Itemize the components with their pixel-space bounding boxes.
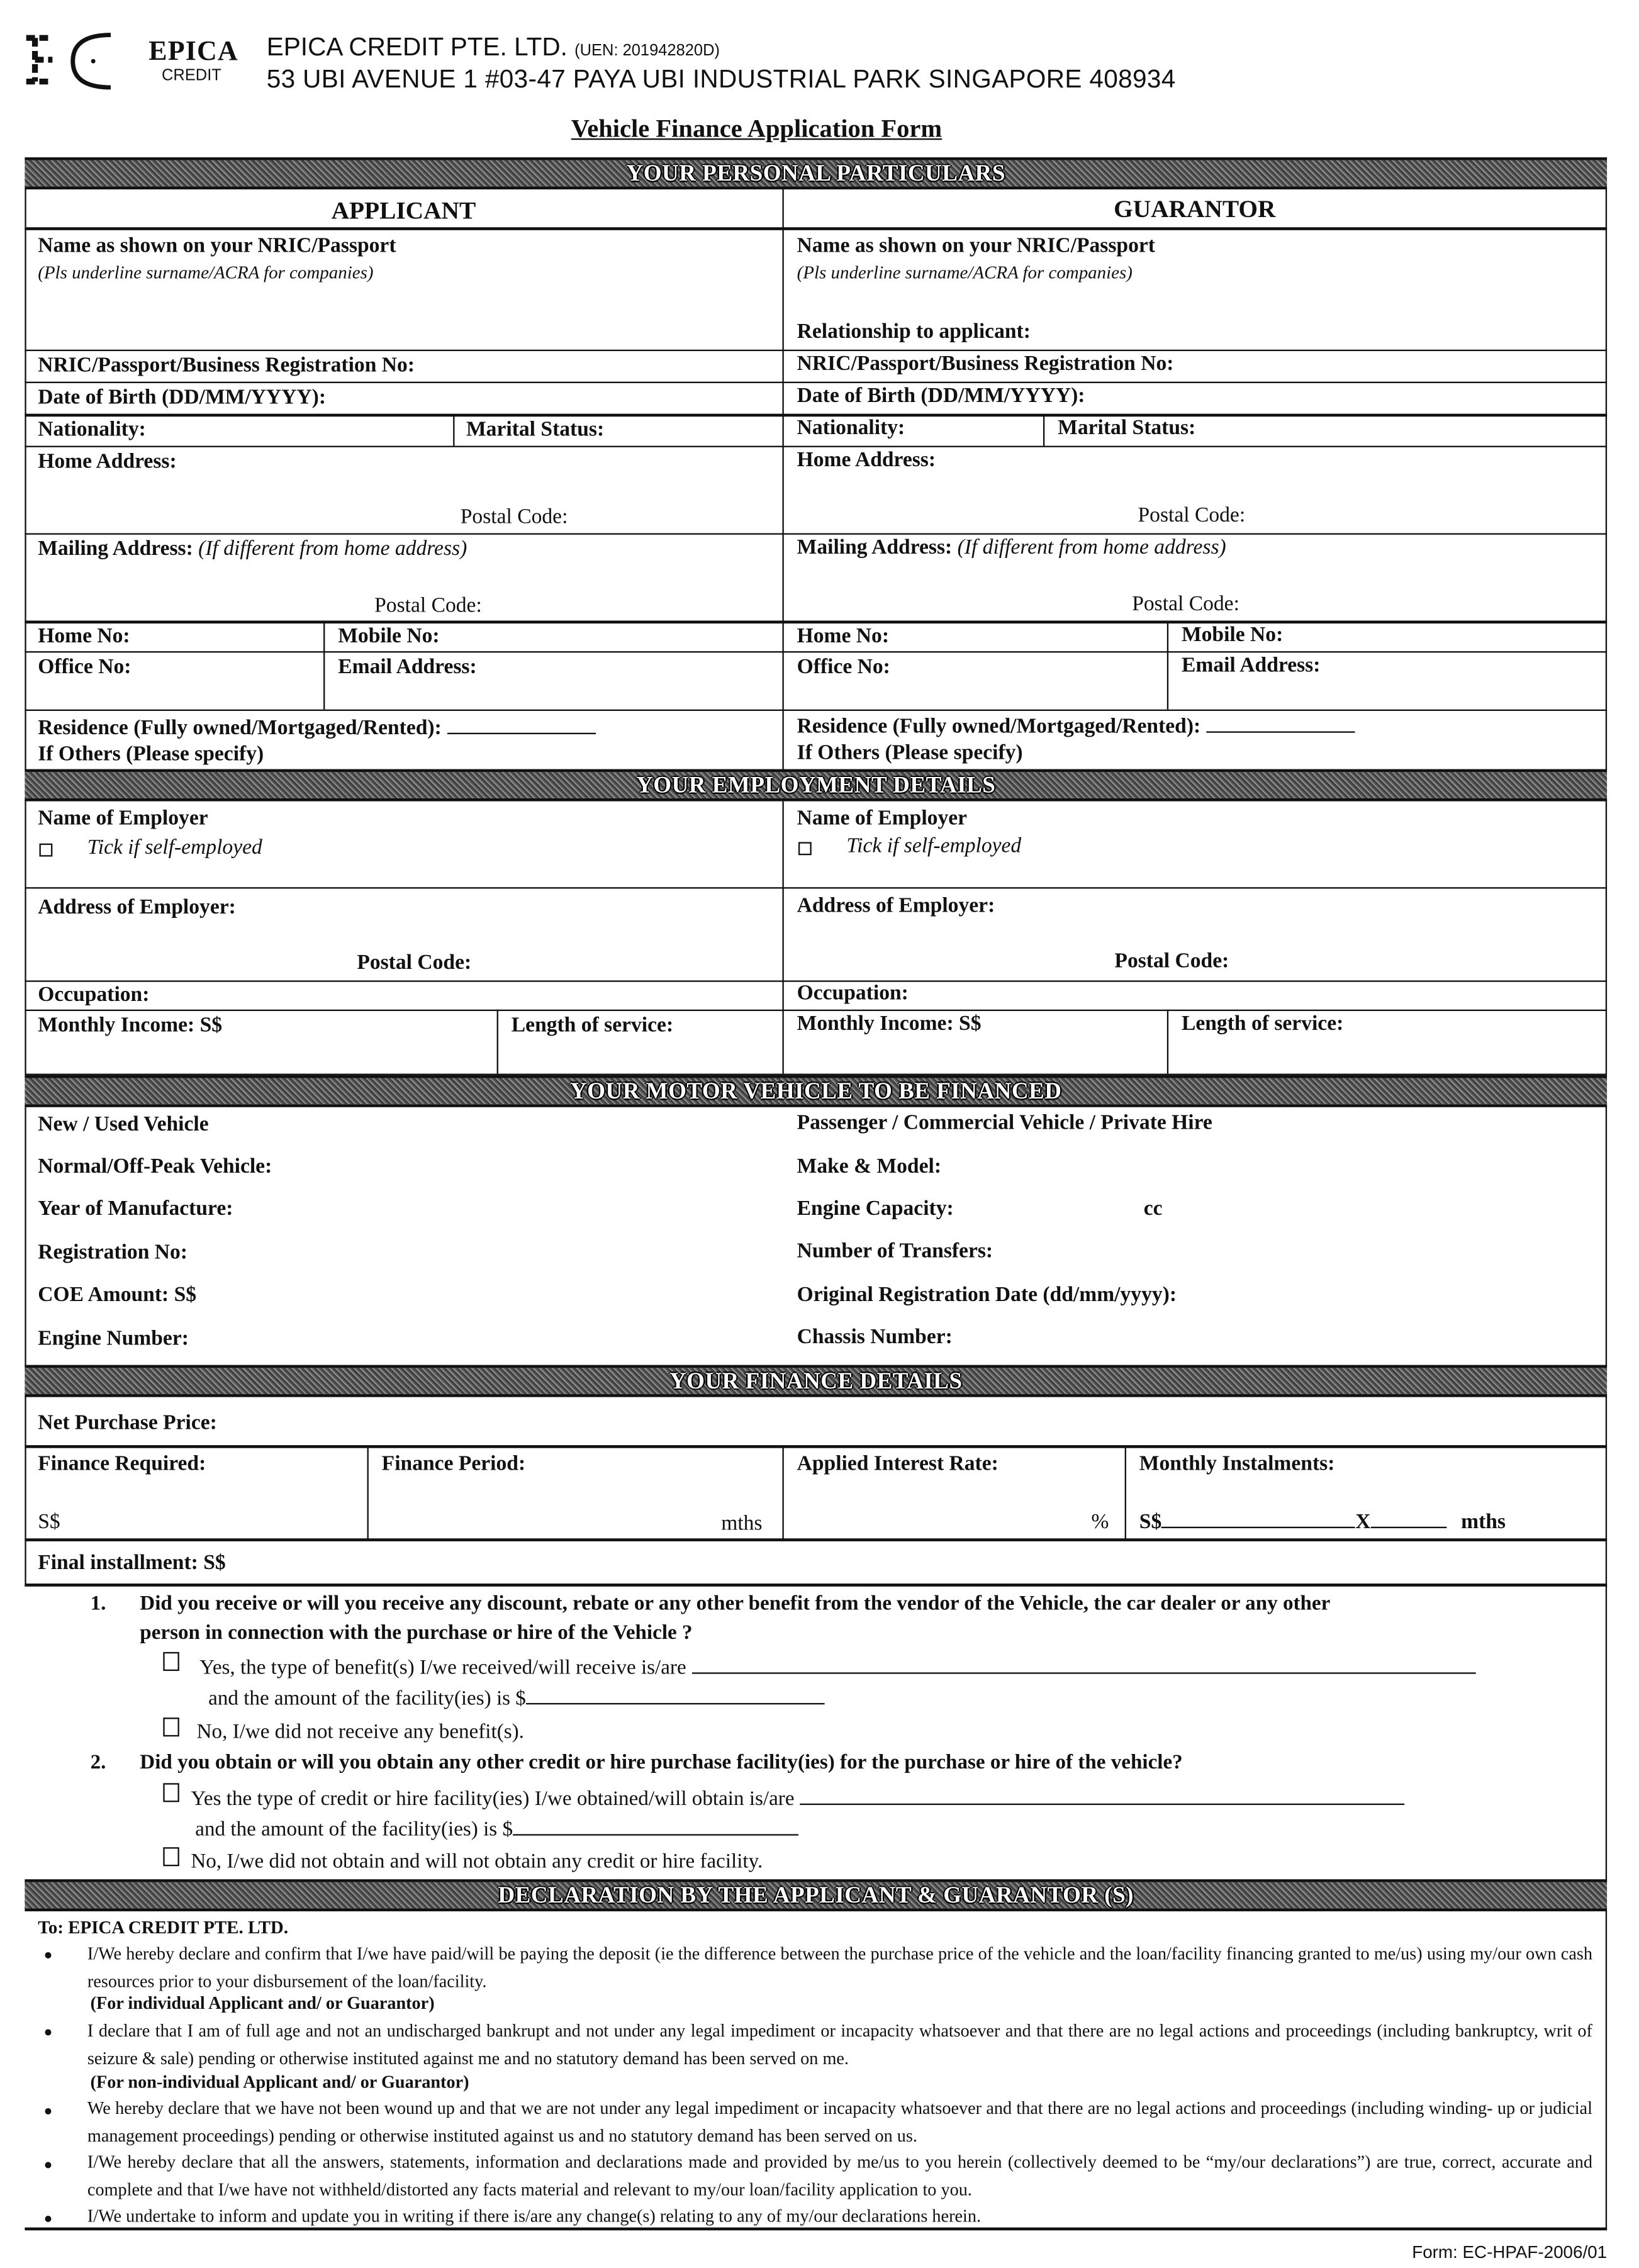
applicant-residence-label[interactable] — [38, 715, 595, 742]
residence-label: Residence (Fully owned/Mortgaged/Rented): — [797, 715, 1201, 739]
question-2-number: 2. — [90, 1751, 106, 1775]
applicant-mailing-postal-label[interactable]: Postal Code: — [374, 594, 482, 618]
question-2-line1: Did you obtain or will you obtain any other credit or hire purchase facility(ies) for the purchase or hire of the vehicle? — [140, 1751, 1183, 1775]
question-2-yes-checkbox[interactable] — [163, 1783, 179, 1802]
guarantor-nationality-label[interactable]: Nationality: — [797, 416, 905, 440]
guarantor-service-label[interactable]: Length of service: — [1181, 1012, 1344, 1036]
divider — [497, 1010, 498, 1074]
form-code: Form: EC-HPAF-2006/01 — [1412, 2242, 1608, 2263]
divider — [25, 651, 1607, 652]
vehicle-coe-amount[interactable]: COE Amount: S$ — [38, 1283, 197, 1307]
residence-blank[interactable] — [1206, 714, 1355, 733]
facility-type-blank[interactable] — [800, 1786, 1404, 1805]
applicant-heading: APPLICANT — [331, 196, 476, 225]
guarantor-mailing-postal-label[interactable]: Postal Code: — [1132, 593, 1239, 617]
vehicle-registration-no[interactable]: Registration No: — [38, 1241, 188, 1265]
guarantor-heading: GUARANTOR — [1114, 195, 1276, 223]
interest-rate-label[interactable]: Applied Interest Rate: — [797, 1452, 999, 1476]
question-1-line2: person in connection with the purchase or hire of the Vehicle ? — [140, 1621, 693, 1645]
question-2-yes — [191, 1786, 1404, 1813]
vehicle-off-peak[interactable]: Normal/Off-Peak Vehicle: — [38, 1155, 272, 1179]
applicant-self-employed-label: Tick if self-employed — [87, 836, 262, 860]
bullet-icon: ● — [43, 2103, 53, 2120]
guarantor-self-employed-label: Tick if self-employed — [846, 834, 1022, 858]
instalments-currency: S$ — [1139, 1511, 1162, 1534]
column-divider — [782, 189, 783, 769]
vehicle-original-registration-date[interactable]: Original Registration Date (dd/mm/yyyy): — [797, 1283, 1177, 1307]
divider — [367, 1446, 369, 1539]
relationship-label[interactable]: Relationship to applicant: — [797, 320, 1031, 344]
divider — [25, 533, 1607, 535]
divider — [25, 620, 1607, 623]
applicant-self-employed-checkbox[interactable] — [40, 844, 53, 857]
applicant-mobile-no-label[interactable]: Mobile No: — [338, 625, 440, 649]
declaration-bullet-1: I/We hereby declare and confirm that I/we have paid/will be paying the deposit (ie the difference between the purchase price of the vehicle and the loan/facility financing granted to me/us) using my/our own cash resources prior to your disbursement of the loan/facility. — [87, 1943, 1592, 1992]
applicant-employer-address-label[interactable]: Address of Employer: — [38, 896, 236, 920]
guarantor-home-no-label[interactable]: Home No: — [797, 625, 890, 649]
guarantor-mobile-no-label[interactable]: Mobile No: — [1181, 623, 1284, 647]
bullet-icon: ● — [43, 2211, 53, 2228]
finance-period-unit: mths — [721, 1512, 763, 1536]
interest-rate-unit: % — [1091, 1511, 1109, 1534]
vehicle-transfers[interactable]: Number of Transfers: — [797, 1239, 993, 1263]
facility-amount-blank[interactable] — [513, 1817, 798, 1836]
declaration-bullet-4: I/We hereby declare that all the answers, statements, information and declarations made and provided by me/us to you herein (collectively deemed to be “my/our declarations”) are true, correct, accurate and complete and that I/we have not withheld/distorted any facts material and relevant to my/our loan/facility application to you. — [87, 2152, 1592, 2200]
divider — [1125, 1446, 1126, 1539]
divider — [25, 446, 1607, 447]
finance-period-label[interactable]: Finance Period: — [381, 1452, 526, 1476]
bullet-icon: ● — [43, 1947, 53, 1964]
net-purchase-price-label[interactable]: Net Purchase Price: — [38, 1411, 217, 1435]
question-1-line1: Did you receive or will you receive any discount, rebate or any other benefit from the vendor of the Vehicle, the car dealer or any other — [140, 1592, 1331, 1616]
divider — [25, 1584, 1607, 1587]
amount-label: and the amount of the facility(ies) is $ — [195, 1818, 513, 1841]
logo-mark-icon — [20, 26, 143, 96]
guarantor-nric-label[interactable]: NRIC/Passport/Business Registration No: — [797, 352, 1174, 376]
applicant-nric-label[interactable]: NRIC/Passport/Business Registration No: — [38, 354, 415, 377]
divider — [323, 622, 325, 710]
non-individual-heading: (For non-individual Applicant and/ or Guarantor) — [90, 2071, 469, 2092]
logo-name: EPICA — [148, 36, 238, 67]
applicant-employer-postal-label[interactable]: Postal Code: — [357, 951, 472, 975]
question-1-yes-checkbox[interactable] — [163, 1652, 179, 1671]
residence-blank[interactable] — [447, 715, 595, 734]
question-1-no-checkbox[interactable] — [163, 1718, 179, 1736]
vehicle-year[interactable]: Year of Manufacture: — [38, 1197, 233, 1221]
applicant-dob-label[interactable]: Date of Birth (DD/MM/YYYY): — [38, 386, 327, 410]
bullet-icon: ● — [43, 2025, 53, 2042]
guarantor-email-label[interactable]: Email Address: — [1181, 654, 1321, 678]
divider — [25, 350, 1607, 351]
guarantor-dob-label[interactable]: Date of Birth (DD/MM/YYYY): — [797, 384, 1085, 408]
declaration-bullet-5: I/We undertake to inform and update you in writing if there is/are any change(s) relating to any of my/our declarations herein. — [87, 2205, 982, 2226]
divider — [1167, 1010, 1168, 1074]
benefit-amount-blank[interactable] — [526, 1685, 825, 1704]
declaration-bullet-2: I declare that I am of full age and not an undischarged bankrupt and not under any legal impediment or incapacity whatsoever and that there are no legal actions and proceedings (including bankruptcy, writ of seizure & sale) pending or otherwise instituted against me and no statutory demand has been served on me. — [87, 2020, 1592, 2069]
divider — [1167, 622, 1168, 710]
section-motor-vehicle: YOUR MOTOR VEHICLE TO BE FINANCED — [25, 1075, 1607, 1107]
vehicle-engine-capacity[interactable]: Engine Capacity: — [797, 1197, 954, 1221]
section-personal-particulars: YOUR PERSONAL PARTICULARS — [25, 157, 1607, 189]
instalments-amount-blank[interactable] — [1161, 1509, 1355, 1528]
guarantor-others-label[interactable]: If Others (Please specify) — [797, 741, 1023, 765]
final-installment-label[interactable]: Final installment: S$ — [38, 1551, 226, 1575]
guarantor-office-no-label[interactable]: Office No: — [797, 656, 890, 679]
guarantor-name-label[interactable]: Name as shown on your NRIC/Passport — [797, 234, 1155, 258]
guarantor-residence-label[interactable] — [797, 714, 1355, 740]
mailing-label: Mailing Address: — [797, 536, 953, 560]
company-name: EPICA CREDIT PTE. LTD. — [266, 31, 568, 62]
declaration-bullet-3: We hereby declare that we have not been wound up and that we are not under any legal impediment or incapacity whatsoever and that there are no legal actions and proceedings (including winding- up or judicial management proceedings) pending or otherwise instituted against us and no statutory demand has been served on us. — [87, 2098, 1592, 2146]
monthly-instalments-label[interactable]: Monthly Instalments: — [1139, 1452, 1335, 1476]
logo-sub: CREDIT — [162, 67, 221, 85]
applicant-service-label[interactable]: Length of service: — [511, 1014, 674, 1037]
bullet-icon: ● — [43, 2157, 53, 2174]
divider — [25, 1538, 1607, 1541]
question-2-no: No, I/we did not obtain and will not obtain any credit or hire facility. — [191, 1850, 763, 1874]
question-1-yes — [199, 1655, 1475, 1682]
question-1-no: No, I/we did not receive any benefit(s). — [196, 1720, 524, 1744]
divider — [25, 1010, 1607, 1011]
applicant-others-label[interactable]: If Others (Please specify) — [38, 742, 264, 767]
section-finance-details: YOUR FINANCE DETAILS — [25, 1365, 1607, 1397]
mailing-hint: (If different from home address) — [957, 536, 1226, 560]
guarantor-employer-postal-label[interactable]: Postal Code: — [1114, 949, 1229, 973]
applicant-occupation-label[interactable]: Occupation: — [38, 983, 150, 1007]
applicant-employer-label[interactable]: Name of Employer — [38, 807, 208, 830]
amount-label: and the amount of the facility(ies) is $ — [208, 1687, 526, 1711]
mailing-hint: (If different from home address) — [198, 537, 467, 561]
guarantor-employer-label[interactable]: Name of Employer — [797, 807, 968, 830]
vehicle-chassis-number[interactable]: Chassis Number: — [797, 1326, 953, 1349]
mailing-label: Mailing Address: — [38, 537, 193, 561]
individual-heading: (For individual Applicant and/ or Guarantor) — [90, 1992, 435, 2014]
yes-label: Yes the type of credit or hire facility(ies) I/we obtained/will obtain is/are — [191, 1787, 795, 1811]
guarantor-self-employed-checkbox[interactable] — [798, 842, 812, 855]
instalments-months-blank[interactable] — [1371, 1509, 1446, 1528]
guarantor-employer-address-label[interactable]: Address of Employer: — [797, 894, 995, 918]
epica-logo — [20, 26, 143, 96]
guarantor-income-label[interactable]: Monthly Income: S$ — [797, 1012, 982, 1036]
divider — [25, 382, 1607, 383]
question-1-amount — [208, 1685, 824, 1712]
applicant-nationality-label[interactable]: Nationality: — [38, 418, 146, 442]
applicant-name-label[interactable]: Name as shown on your NRIC/Passport — [38, 234, 396, 258]
company-name-line — [267, 32, 720, 63]
guarantor-marital-label[interactable]: Marital Status: — [1058, 416, 1196, 440]
guarantor-name-hint: (Pls underline surname/ACRA for companies) — [797, 262, 1133, 283]
yes-label: Yes, the type of benefit(s) I/we received/will receive is/are — [199, 1656, 686, 1680]
divider — [25, 887, 1607, 888]
column-divider — [782, 802, 783, 1074]
vehicle-type[interactable]: Passenger / Commercial Vehicle / Private Hire — [797, 1111, 1212, 1135]
divider — [782, 1446, 783, 1539]
question-1-number: 1. — [90, 1592, 106, 1616]
applicant-marital-label[interactable]: Marital Status: — [466, 418, 605, 442]
finance-required-label[interactable]: Finance Required: — [38, 1452, 206, 1476]
section-declaration: DECLARATION BY THE APPLICANT & GUARANTOR (S) — [25, 1879, 1607, 1911]
right-border — [1606, 1585, 1607, 1882]
guarantor-mailing-address[interactable] — [797, 536, 1226, 561]
finance-section-box — [25, 1395, 1607, 1586]
instalments-x: X — [1355, 1511, 1371, 1534]
applicant-office-no-label[interactable]: Office No: — [38, 656, 131, 679]
divider — [453, 415, 454, 446]
question-2-no-checkbox[interactable] — [163, 1847, 179, 1866]
question-2-amount — [195, 1817, 798, 1843]
divider — [25, 227, 1607, 230]
applicant-email-label[interactable]: Email Address: — [338, 656, 477, 679]
finance-required-unit: S$ — [38, 1511, 60, 1534]
monthly-instalments-value[interactable] — [1139, 1509, 1506, 1536]
applicant-postal-code-label[interactable]: Postal Code: — [460, 505, 568, 529]
divider — [25, 1445, 1607, 1448]
benefit-type-blank[interactable] — [691, 1655, 1475, 1674]
guarantor-occupation-label[interactable]: Occupation: — [797, 981, 909, 1005]
declaration-to: To: EPICA CREDIT PTE. LTD. — [38, 1917, 289, 1938]
applicant-home-no-label[interactable]: Home No: — [38, 625, 130, 649]
applicant-home-address-label[interactable]: Home Address: — [38, 450, 177, 474]
applicant-income-label[interactable]: Monthly Income: S$ — [38, 1014, 223, 1037]
engine-capacity-unit: cc — [1143, 1197, 1163, 1221]
applicant-mailing-address[interactable] — [38, 537, 467, 562]
company-uen: (UEN: 201942820D) — [574, 42, 720, 60]
divider — [25, 710, 1607, 711]
guarantor-postal-code-label[interactable]: Postal Code: — [1138, 504, 1246, 528]
vehicle-new-used[interactable]: New / Used Vehicle — [38, 1113, 209, 1137]
vehicle-make-model[interactable]: Make & Model: — [797, 1155, 942, 1179]
company-address: 53 UBI AVENUE 1 #03-47 PAYA UBI INDUSTRIAL PARK SINGAPORE 408934 — [266, 64, 1176, 94]
form-title: Vehicle Finance Application Form — [571, 113, 943, 143]
vehicle-engine-number[interactable]: Engine Number: — [38, 1327, 189, 1351]
applicant-name-hint: (Pls underline surname/ACRA for companies) — [38, 262, 374, 283]
instalments-unit: mths — [1461, 1511, 1506, 1534]
section-employment-details: YOUR EMPLOYMENT DETAILS — [25, 769, 1607, 802]
guarantor-home-address-label[interactable]: Home Address: — [797, 449, 936, 472]
residence-label: Residence (Fully owned/Mortgaged/Rented): — [38, 717, 442, 740]
divider — [1043, 415, 1044, 446]
